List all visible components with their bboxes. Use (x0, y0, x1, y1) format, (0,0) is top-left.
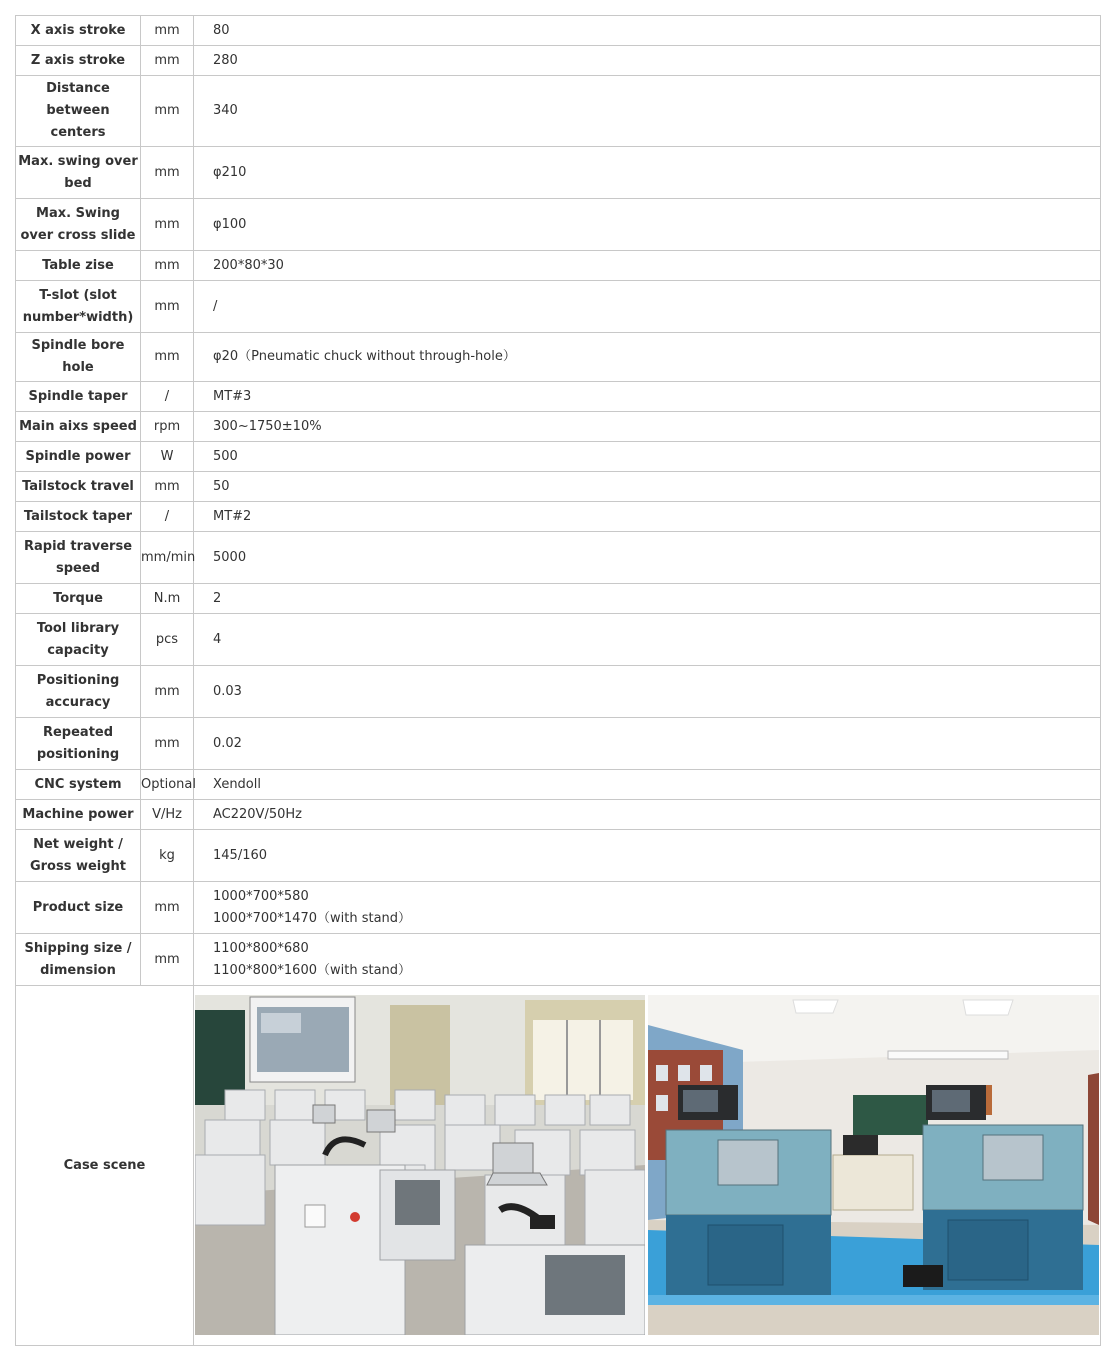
spec-row (16, 16, 1101, 46)
spec-value-line: 1000*700*1470（with stand） (213, 910, 412, 926)
spec-row (16, 472, 1101, 502)
spec-row (16, 76, 1101, 147)
spec-value (194, 46, 1101, 76)
spec-unit: mm (141, 882, 194, 934)
spec-unit: mm (141, 666, 194, 718)
spec-unit: rpm (141, 412, 194, 442)
spec-value-line: MT#3 (213, 388, 252, 404)
spec-name: Table zise (16, 251, 141, 281)
classroom-photo (195, 995, 645, 1335)
spec-name: T-slot (slot number*width) (16, 281, 141, 333)
spec-name: Positioning accuracy (16, 666, 141, 718)
spec-name: Spindle taper (16, 382, 141, 412)
spec-row (16, 502, 1101, 532)
lab-photo (648, 995, 1099, 1335)
spec-value-line: 0.03 (213, 683, 242, 699)
spec-unit: mm (141, 472, 194, 502)
spec-value (194, 502, 1101, 532)
spec-row (16, 584, 1101, 614)
spec-unit: mm (141, 934, 194, 986)
spec-name: Distance between centers (16, 76, 141, 147)
spec-value (194, 251, 1101, 281)
spec-name: Tailstock travel (16, 472, 141, 502)
spec-row (16, 934, 1101, 986)
spec-value (194, 770, 1101, 800)
spec-unit: mm (141, 333, 194, 382)
spec-row (16, 830, 1101, 882)
spec-row (16, 800, 1101, 830)
spec-table-body (16, 16, 1101, 986)
spec-row (16, 442, 1101, 472)
spec-row (16, 718, 1101, 770)
spec-value (194, 472, 1101, 502)
spec-value (194, 281, 1101, 333)
spec-unit: / (141, 382, 194, 412)
spec-name: Tailstock taper (16, 502, 141, 532)
spec-value (194, 442, 1101, 472)
spec-value (194, 199, 1101, 251)
spec-value (194, 147, 1101, 199)
spec-value-line: φ20（Pneumatic chuck without through-hole） (213, 349, 516, 364)
spec-unit: mm (141, 147, 194, 199)
spec-value-line: 5000 (213, 549, 247, 565)
spec-value-line: 4 (213, 631, 222, 647)
spec-value-line: / (213, 298, 218, 314)
spec-row (16, 666, 1101, 718)
spec-value (194, 584, 1101, 614)
spec-value (194, 412, 1101, 442)
spec-name: Z axis stroke (16, 46, 141, 76)
spec-row (16, 46, 1101, 76)
spec-value (194, 934, 1101, 986)
spec-value-line: 1100*800*680 (213, 940, 309, 956)
spec-unit: Optional (141, 770, 194, 800)
spec-row (16, 412, 1101, 442)
case-scene-label: Case scene (16, 986, 194, 1346)
spec-name: Torque (16, 584, 141, 614)
spec-value-line: 145/160 (213, 847, 268, 863)
spec-value-line: 80 (213, 22, 230, 38)
spec-value-line: φ100 (213, 216, 247, 232)
spec-value-line: 1000*700*580 (213, 888, 309, 904)
spec-value-line: 50 (213, 478, 230, 494)
spec-unit: kg (141, 830, 194, 882)
spec-unit: mm (141, 251, 194, 281)
spec-table (15, 15, 1101, 1346)
spec-value-line: 200*80*30 (213, 257, 284, 273)
spec-value (194, 532, 1101, 584)
spec-name: Spindle bore hole (16, 333, 141, 382)
case-scene-row (16, 986, 1101, 1346)
spec-row (16, 281, 1101, 333)
spec-name: Max. swing over bed (16, 147, 141, 199)
spec-name: X axis stroke (16, 16, 141, 46)
spec-value-line: 1100*800*1600（with stand） (213, 962, 412, 978)
spec-name: Max. Swing over cross slide (16, 199, 141, 251)
spec-name: Repeated positioning (16, 718, 141, 770)
spec-row (16, 251, 1101, 281)
spec-value (194, 16, 1101, 46)
spec-name: Shipping size / dimension (16, 934, 141, 986)
spec-value-line: MT#2 (213, 508, 252, 524)
spec-value-line: Xendoll (213, 776, 261, 792)
spec-name: Product size (16, 882, 141, 934)
spec-row (16, 614, 1101, 666)
spec-value-line: 500 (213, 448, 238, 464)
spec-row (16, 147, 1101, 199)
spec-unit: V/Hz (141, 800, 194, 830)
spec-unit: mm (141, 718, 194, 770)
spec-value-line: 340 (213, 103, 238, 118)
spec-unit: mm/min (141, 532, 194, 584)
spec-value (194, 76, 1101, 147)
spec-value (194, 718, 1101, 770)
case-scene-photos (194, 986, 1101, 1346)
spec-value (194, 800, 1101, 830)
spec-value-line: 2 (213, 590, 222, 606)
spec-unit: mm (141, 199, 194, 251)
spec-name: Main aixs speed (16, 412, 141, 442)
spec-value-line: 0.02 (213, 735, 242, 751)
spec-unit: mm (141, 16, 194, 46)
spec-name: Net weight / Gross weight (16, 830, 141, 882)
spec-name: Tool library capacity (16, 614, 141, 666)
spec-unit: mm (141, 76, 194, 147)
spec-value (194, 333, 1101, 382)
spec-unit: N.m (141, 584, 194, 614)
spec-row (16, 882, 1101, 934)
spec-value (194, 614, 1101, 666)
spec-name: Rapid traverse speed (16, 532, 141, 584)
spec-value-line: AC220V/50Hz (213, 806, 302, 822)
spec-row (16, 382, 1101, 412)
spec-name: CNC system (16, 770, 141, 800)
spec-value-line: 280 (213, 52, 238, 68)
spec-unit: / (141, 502, 194, 532)
spec-value (194, 382, 1101, 412)
spec-row (16, 333, 1101, 382)
spec-unit: mm (141, 281, 194, 333)
spec-name: Spindle power (16, 442, 141, 472)
spec-value (194, 666, 1101, 718)
spec-name: Machine power (16, 800, 141, 830)
spec-value-line: φ210 (213, 164, 247, 180)
spec-value-line: 300~1750±10% (213, 418, 322, 434)
spec-value (194, 882, 1101, 934)
spec-row (16, 199, 1101, 251)
spec-unit: W (141, 442, 194, 472)
spec-row (16, 532, 1101, 584)
spec-row (16, 770, 1101, 800)
spec-unit: mm (141, 46, 194, 76)
spec-unit: pcs (141, 614, 194, 666)
spec-value (194, 830, 1101, 882)
